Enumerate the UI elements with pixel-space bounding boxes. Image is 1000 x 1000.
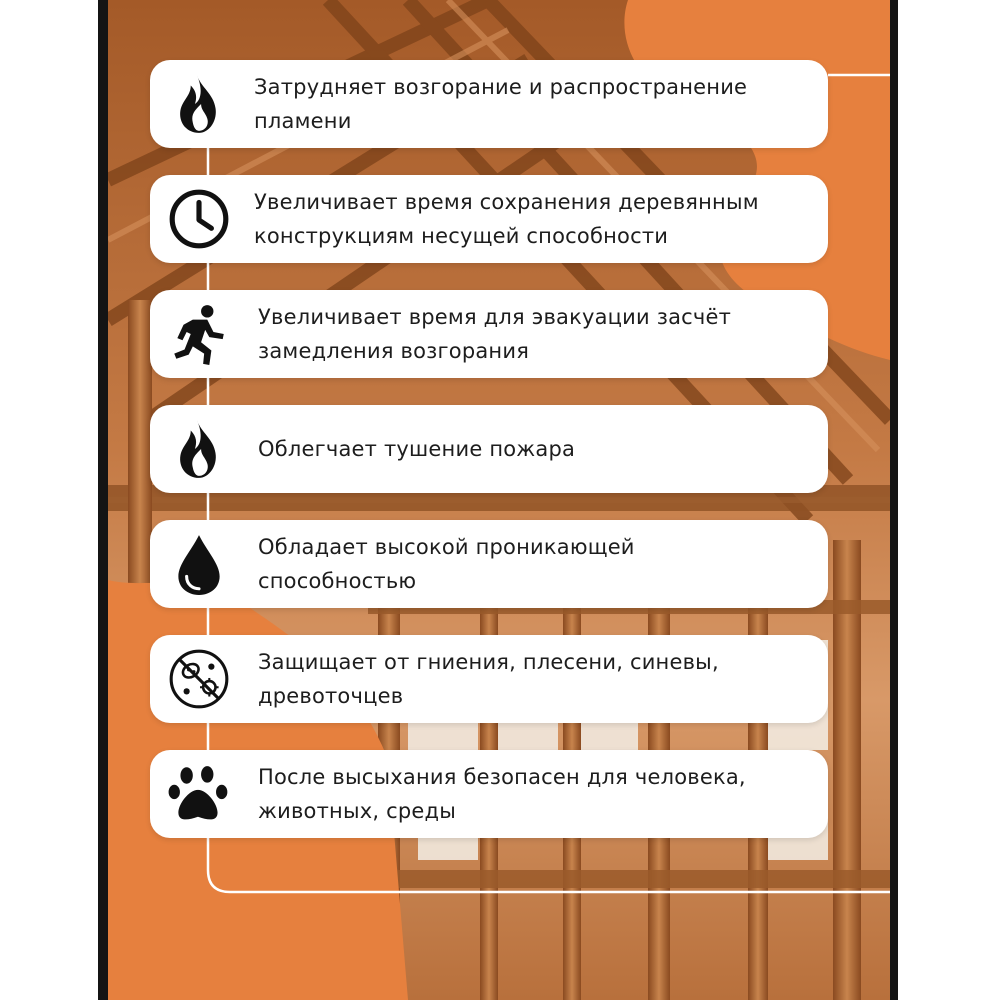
feature-text: Увеличивает время сохранения деревянным конструкциям несущей способности — [254, 190, 759, 248]
feature-text: Облегчает тушение пожара — [258, 437, 576, 461]
feature-text: Защищает от гниения, плесени, синевы, древоточцев — [258, 650, 719, 708]
flame-icon — [164, 414, 234, 484]
feature-card-safety — [150, 750, 828, 838]
feature-card-extinguishing — [150, 405, 828, 493]
paw-icon — [164, 759, 234, 829]
right-border — [890, 0, 898, 1000]
feature-card-evacuation — [150, 290, 828, 378]
water-drop-icon — [164, 529, 234, 599]
feature-text: Увеличивает время для эвакуации засчёт замедления возгорания — [258, 305, 732, 363]
left-border — [98, 0, 108, 1000]
feature-card-flame-spread — [150, 60, 828, 148]
feature-card-load-bearing — [150, 175, 828, 263]
flame-icon — [164, 69, 234, 139]
feature-text: Затрудняет возгорание и распространение пламени — [254, 75, 748, 133]
wooden-frame-background — [108, 0, 890, 1000]
feature-text: Обладает высокой проникающей способностью — [258, 535, 635, 593]
background-panel — [108, 0, 890, 1000]
feature-text: После высыхания безопасен для человека, животных, среды — [258, 765, 746, 823]
feature-card-rot-protection — [150, 635, 828, 723]
no-bacteria-icon — [164, 644, 234, 714]
feature-card-penetration — [150, 520, 828, 608]
running-person-icon — [164, 299, 234, 369]
clock-icon — [164, 184, 234, 254]
